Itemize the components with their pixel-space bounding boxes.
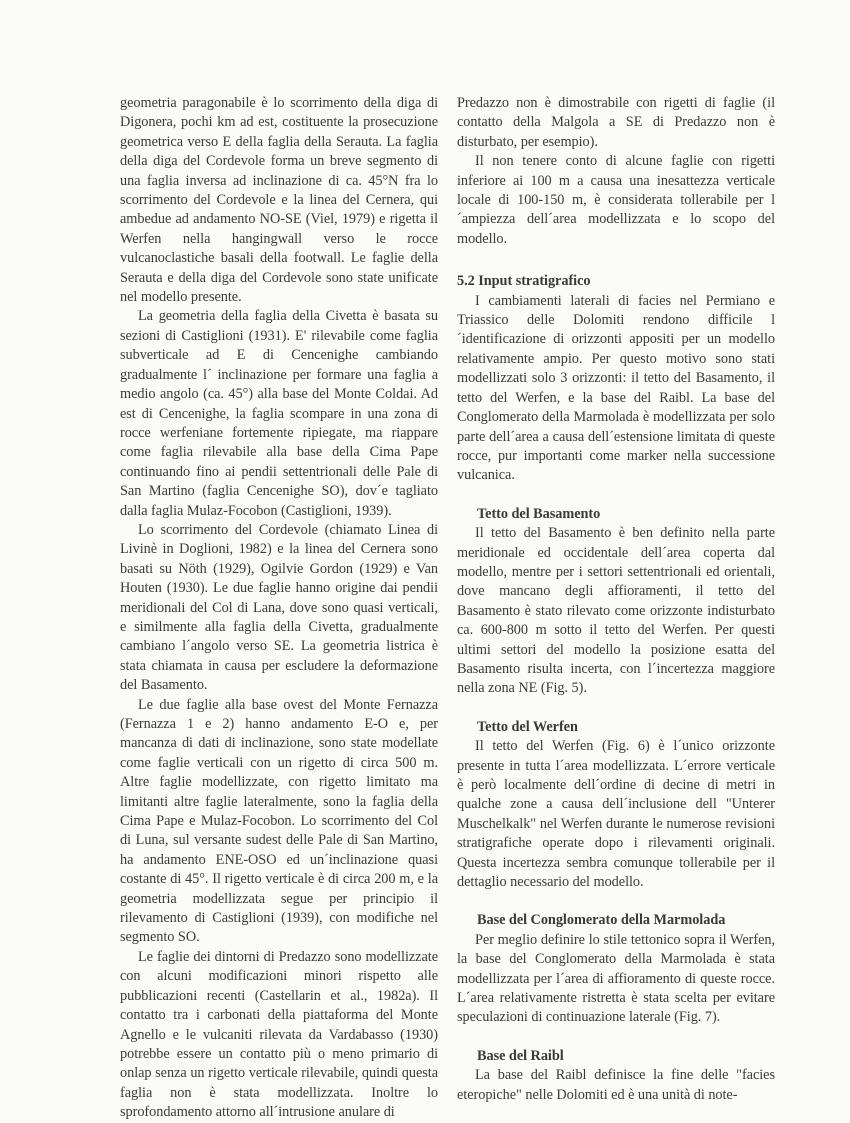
paragraph-rigetti: Il non tenere conto di alcune faglie con rigetti inferiore ai 100 m a causa una inesattezza verticale locale di 100-150 m, è considerata tollerabile per l´ampiezza dell´area modellizzata e lo scopo del modello. xyxy=(457,153,775,247)
document-page xyxy=(120,94,776,1121)
subheading-base-raibl: Base del Raibl xyxy=(477,1047,564,1064)
paragraph-intro-stratigrafico: I cambiamenti laterali di facies nel Permiano e Triassico delle Dolomiti rendono difficile l´identificazione di orizzonti appositi per un modello relativamente ampio. Per questo motivo sono stati modellizzati solo 3 orizzonti: il tetto del Basamento, il tetto del Werfen, e la base del Raibl. La base del Conglomerato della Marmolada è modellizzata per solo parte dell´area a causa dell´estensione limitata di queste rocce, pur importanti come marker nella successione vulcanica. xyxy=(457,292,775,484)
subheading-tetto-basamento: Tetto del Basamento xyxy=(477,505,601,522)
paragraph-base-marmolada: Per meglio definire lo stile tettonico sopra il Werfen, la base del Conglomerato della Marmolada è stata modellizzata per l´area di affioramento di queste rocce. L´area relativamente ristretta è stata scelta per evitare speculazioni di continuazione laterale (Fig. 7). xyxy=(457,931,775,1026)
paragraph-predazzo: Le faglie dei dintorni di Predazzo sono modellizzate con alcuni modificazioni minori rispetto alle pubblicazioni recenti (Castellarin et al., 1982a). Il contatto tra i carbonati della piattaforma del Monte Agnello e le vulcaniti rilevata da Vardabasso (1930) potrebbe essere un contatto più o meno primario di onlap senza un rigetto verticale rilevabile, quindi questa faglia non è stata modellizzata. Inoltre lo sprofondamento attorno all´intrusione anulare di xyxy=(120,948,438,1121)
paragraph-base-raibl: La base del Raibl definisce la fine delle "facies eteropiche" nelle Dolomiti ed è una unità di note- xyxy=(457,1067,775,1103)
paragraph-malgola: Predazzo non è dimostrabile con rigetti di faglie (il contatto della Malgola a SE di Predazzo non è disturbato, per esempio). xyxy=(457,95,775,150)
paragraph-digonera: geometria paragonabile è lo scorrimento della diga di Digonera, pochi km ad est, costituente la prosecuzione geometrica verso E della faglia della Serauta. La faglia della diga del Cordevole forma un breve segmento di una faglia inversa ad inclinazione di ca. 45°N fra lo scorrimento del Cordevole e la linea del Cernera, qui ambedue ad andamento NO-SE (Viel, 1979) e rigetta il Werfen nella hangingwall verso le rocce vulcanoclastiche basali della footwall. Le faglie della Serauta e della diga del Cordevole sono state unificate nel modello presente. xyxy=(120,95,438,306)
left-column xyxy=(120,94,438,1123)
subheading-tetto-werfen: Tetto del Werfen xyxy=(477,718,578,735)
paragraph-civetta: La geometria della faglia della Civetta è basata su sezioni di Castiglioni (1931). E' rilevabile come faglia subverticale ad E di Cencenighe cambiando gradualmente l´ inclinazione per formare una faglia a medio angolo (ca. 45°) alla base del Monte Coldai. Ad est di Cencenighe, la faglia scompare in una zona di rocce werfeniane fortemente ripiegate, ma riappare come faglia rilevabile alla base della Cima Pape continuando fino ai pendii settentrionali delle Pale di San Martino (faglia Cencenighe SO), dov´e tagliato dalla faglia Mulaz-Focobon (Castiglioni, 1939). xyxy=(120,308,438,519)
paragraph-tetto-basamento: Il tetto del Basamento è ben definito nella parte meridionale ed occidentale dell´area coperta dal modello, mentre per i settori settentrionali ed orientali, dove mancano degli affioramenti, il tetto del Basamento è stato rilevato come orizzonte indisturbato ca. 600-800 m sotto il tetto del Werfen. Per questi ultimi settori del modello la posizione esatta del Basamento risulta incerta, con l´incertezza maggiore nella zona NE (Fig. 5). xyxy=(457,525,775,697)
paragraph-tetto-werfen: Il tetto del Werfen (Fig. 6) è l´unico orizzonte presente in tutta l´area modellizzata. L´errore verticale è però localmente dell´ordine di decine di metri in qualche zone a causa dell´inclusione dell "Unterer Muschelkalk" nel Werfen durante le numerose revisioni stratigrafiche operate dopo i rilevamenti originali. Questa incertezza sembra comunque tollerabile per il dettaglio necessario del modello. xyxy=(457,738,775,891)
paragraph-fernazza: Le due faglie alla base ovest del Monte Fernazza (Fernazza 1 e 2) hanno andamento E-O e, per mancanza di dati di inclinazione, sono state modellate come faglie verticali con un rigetto di circa 500 m. Altre faglie modellizzate, con rigetto limitato ma limitanti altre faglie lateralmente, sono la faglia della Cima Pape e Mulaz-Focobon. Lo scorrimento del Col di Luna, sul versante sudest delle Pale di San Martino, ha andamento ENE-OSO ed un´inclinazione quasi costante di 45°. Il rigetto verticale è di circa 200 m, e la geometria modellizzata segue per principio il rilevamento di Castiglioni (1939), con modifiche nel segmento SO. xyxy=(120,696,438,946)
subheading-base-marmolada: Base del Conglomerato della Marmolada xyxy=(477,912,726,929)
section-heading-stratigrafico: 5.2 Input stratigrafico xyxy=(457,273,591,290)
right-column xyxy=(457,94,775,1105)
paragraph-cordevole: Lo scorrimento del Cordevole (chiamato Linea di Livinè in Doglioni, 1982) e la linea del Cernera sono basati su Nöth (1929), Ogilvie Gordon (1929) e Van Houten (1930). Le due faglie hanno origine dai pendii meridionali del Col di Lana, dove sono quasi verticali, e similmente alla faglia della Civetta, gradualmente cambiano l´angolo verso SE. La geometria listrica è stata chiamata in causa per escludere la deformazione del Basamento. xyxy=(120,521,438,694)
